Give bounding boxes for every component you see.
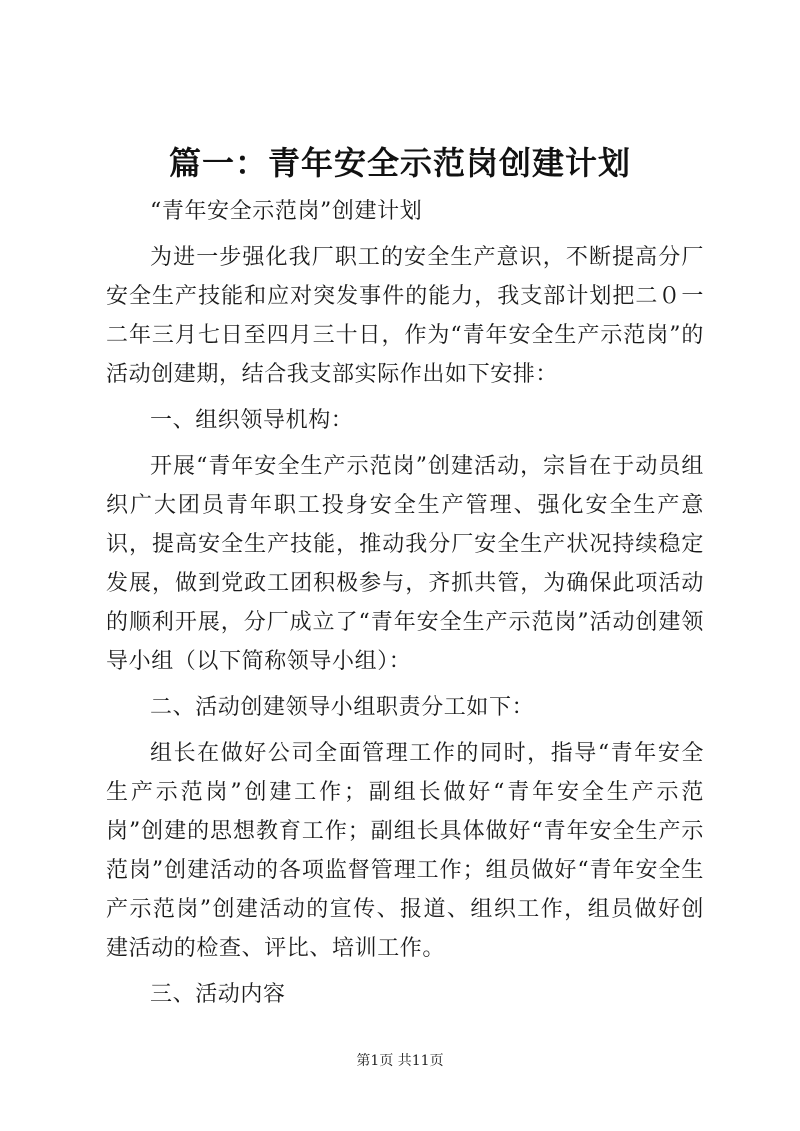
section-heading-responsibilities: 二、活动创建领导小组职责分工如下： <box>150 695 535 720</box>
section-heading-organization: 一、组织领导机构： <box>150 408 354 433</box>
section-heading-activities: 三、活动内容 <box>150 982 286 1007</box>
document-body <box>106 192 704 1021</box>
page-footer: 第1页 共11页 <box>356 1053 444 1069</box>
subtitle-paragraph: “青年安全示范岗”创建计划 <box>150 199 423 224</box>
organization-paragraph: 开展“青年安全生产示范岗”创建活动，宗旨在于动员组织广大团员青年职工投身安全生产管理、强化安全生产意识，提高安全生产技能，推动我分厂安全生产状况持续稳定发展，做到党政工团积极参与，齐抓共管，为确保此项活动的顺利开展，分厂成立了“青年安全生产示范岗”活动创建领导小组（以下简称领导小组）： <box>106 454 704 674</box>
responsibilities-paragraph: 组长在做好公司全面管理工作的同时，指导“青年安全生产示范岗”创建工作；副组长做好“青年安全生产示范岗”创建的思想教育工作；副组长具体做好“青年安全生产示范岗”创建活动的各项监督管理工作；组员做好“青年安全生产示范岗”创建活动的宣传、报道、组织工作，组员做好创建活动的检查、评比、培训工作。 <box>106 741 704 961</box>
intro-paragraph: 为进一步强化我厂职工的安全生产意识，不断提高分厂安全生产技能和应对突发事件的能力，我支部计划把二０一二年三月七日至四月三十日，作为“青年安全生产示范岗”的活动创建期，结合我支部实际作出如下安排： <box>106 245 704 387</box>
document-title: 篇一：青年安全示范岗创建计划 <box>168 144 631 182</box>
